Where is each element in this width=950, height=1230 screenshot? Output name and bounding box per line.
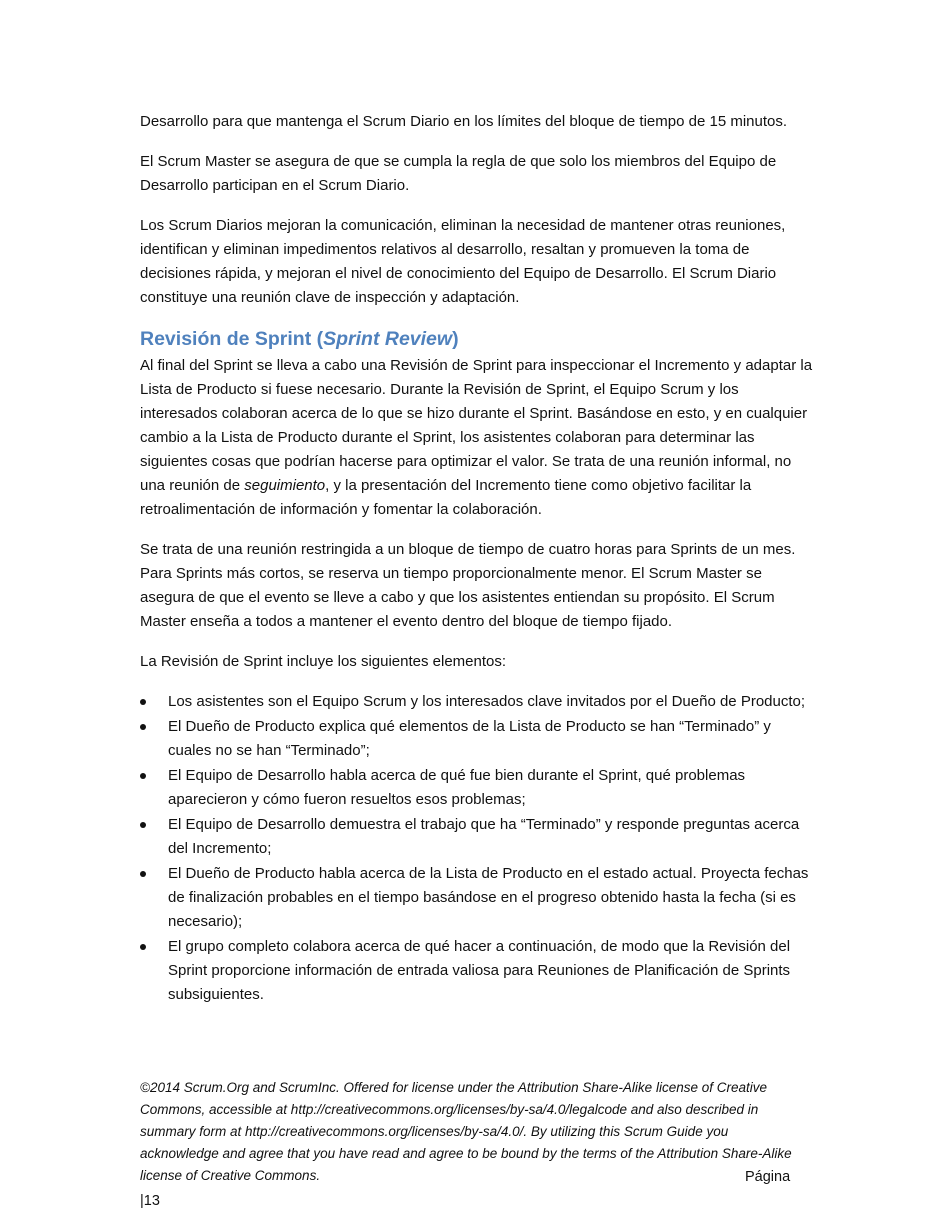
paragraph-sprint-review-timebox: Se trata de una reunión restringida a un bloque de tiempo de cuatro horas para Sprints de un mes. Para Sprints más cortos, se reserva un tiempo proporcionalmente menor. El Scrum Master se asegura de que el evento se lleve a cabo y que los asistentes entiendan su propósito. El Scrum Master enseña a todos a mantener el evento dentro del bloque de tiempo fijado. (140, 541, 796, 630)
heading-italic-text: Sprint Review (323, 328, 453, 350)
document-page (140, 110, 815, 1008)
list-item-text: El Dueño de Producto explica qué elementos de la Lista de Producto se han “Terminado” y cuales no se han “Terminado”; (168, 718, 771, 759)
heading-close-text: ) (452, 328, 459, 350)
list-item (140, 935, 815, 1007)
heading-main-text: Revisión de Sprint ( (140, 328, 324, 350)
list-item-text: El Equipo de Desarrollo habla acerca de qué fue bien durante el Sprint, qué problemas aparecieron y cómo fueron resueltos esos problemas; (168, 767, 746, 808)
bullet-icon (140, 944, 146, 950)
bullet-icon (140, 822, 146, 828)
paragraph-scrum-diario-rule: El Scrum Master se asegura de que se cumpla la regla de que solo los miembros del Equipo de Desarrollo participan en el Scrum Diario. (140, 153, 777, 194)
list-item-text: El grupo completo colabora acerca de qué hacer a continuación, de modo que la Revisión del Sprint proporcione información de entrada valiosa para Reuniones de Planificación de Sprints subsiguientes. (168, 938, 791, 1003)
list-item (140, 764, 815, 812)
section-heading-sprint-review (140, 326, 815, 352)
paragraph-part-2: , y la presentación del Incremento tiene como objetivo facilitar la retroalimentación de información y fomentar la colaboración. (140, 477, 752, 518)
list-item (140, 862, 815, 934)
footer-license-text: ©2014 Scrum.Org and ScrumInc. Offered for license under the Attribution Share-Alike license of Creative Commons, accessible at http://creativecommons.org/licenses/by-sa/4.0/legalcode and also described in summary form at http://creativecommons.org/licenses/by-sa/4.0/. By utilizing this Scrum Guide you acknowledge and agree that you have read and agree to be bound by the terms of the Attribution Share-Alike license of Creative Commons. (140, 1080, 792, 1183)
paragraph-sprint-review-elements-intro: La Revisión de Sprint incluye los siguientes elementos: (140, 653, 507, 670)
list-item (140, 690, 815, 714)
bullet-icon (140, 871, 146, 877)
list-item (140, 813, 815, 861)
sprint-review-elements-list (140, 690, 815, 1007)
paragraph-part-1: Al final del Sprint se lleva a cabo una Revisión de Sprint para inspeccionar el Incremento y adaptar la Lista de Producto si fuese necesario. Durante la Revisión de Sprint, el Equipo Scrum y los interesados colaboran acerca de lo que se hizo durante el Sprint. Basándose en esto, y en cualquier cambio a la Lista de Producto durante el Sprint, los asistentes colaboran para determinar las siguientes cosas que podrían hacerse para optimizar el valor. Se trata de una reunión informal, no una reunión de (140, 357, 813, 494)
paragraph-sprint-review-intro (140, 354, 815, 522)
list-item (140, 715, 815, 763)
bullet-icon (140, 699, 146, 705)
list-item-text: El Dueño de Producto habla acerca de la Lista de Producto en el estado actual. Proyecta fechas de finalización probables en el tiempo basándose en el progreso obtenido hasta la fecha (si es necesario); (168, 865, 809, 930)
footer-page-number: |13 (140, 1193, 160, 1209)
paragraph-scrum-diario-benefits: Los Scrum Diarios mejoran la comunicación, eliminan la necesidad de mantener otras reuniones, identifican y eliminan impedimentos relativos al desarrollo, resaltan y promueven la toma de decisiones rápida, y mejoran el nivel de conocimiento del Equipo de Desarrollo. El Scrum Diario constituye una reunión clave de inspección y adaptación. (140, 217, 786, 306)
list-item-text: El Equipo de Desarrollo demuestra el trabajo que ha “Terminado” y responde preguntas acerca del Incremento; (168, 816, 800, 857)
bullet-icon (140, 773, 146, 779)
list-item-text: Los asistentes son el Equipo Scrum y los interesados clave invitados por el Dueño de Producto; (168, 693, 806, 710)
footer-page-label: Página (745, 1169, 791, 1185)
paragraph-scrum-diario-timebox: Desarrollo para que mantenga el Scrum Diario en los límites del bloque de tiempo de 15 minutos. (140, 113, 788, 130)
bullet-icon (140, 724, 146, 730)
paragraph-italic-word: seguimiento (244, 477, 326, 494)
